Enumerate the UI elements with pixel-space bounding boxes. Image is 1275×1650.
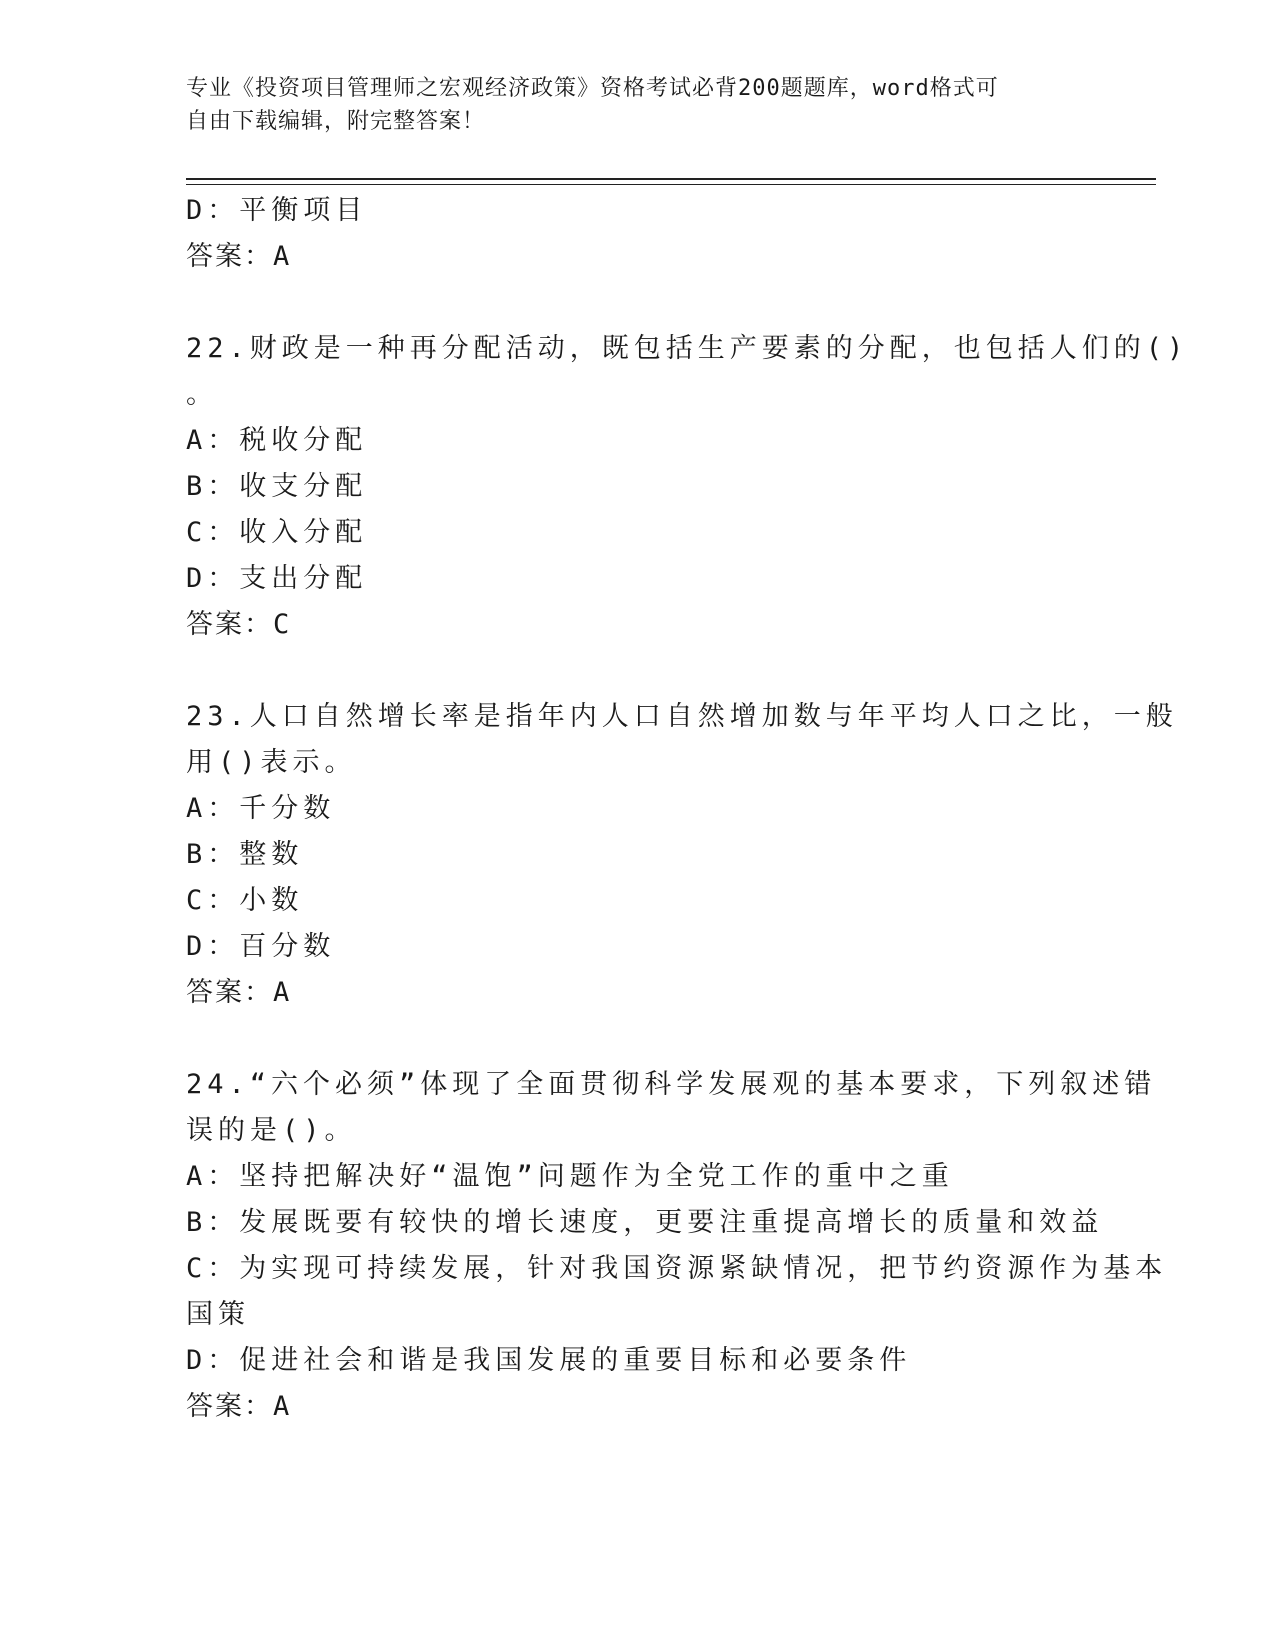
question-22 xyxy=(186,326,1189,648)
answer: 答案：A xyxy=(186,977,292,1008)
question-stem-cont: 误的是()。 xyxy=(186,1115,357,1146)
question-23 xyxy=(186,694,1178,1016)
option-c: C：为实现可持续发展，针对我国资源紧缺情况，把节约资源作为基本 xyxy=(186,1253,1168,1284)
header-rule-thin xyxy=(186,184,1156,185)
option-b: B：整数 xyxy=(186,839,304,870)
question-stem-cont: 用()表示。 xyxy=(186,747,357,778)
option-c-cont: 国策 xyxy=(186,1299,250,1330)
q21-option-d: D：平衡项目 xyxy=(186,195,368,226)
option-b: B：发展既要有较快的增长速度，更要注重提高增长的质量和效益 xyxy=(186,1207,1104,1238)
answer: 答案：A xyxy=(186,1391,292,1422)
option-c: C：收入分配 xyxy=(186,517,368,548)
question-24 xyxy=(186,1062,1168,1430)
option-a: A：税收分配 xyxy=(186,425,368,456)
option-c: C：小数 xyxy=(186,885,304,916)
q21-answer: 答案：A xyxy=(186,241,292,272)
answer: 答案：C xyxy=(186,609,292,640)
page-header xyxy=(186,72,1066,138)
question-stem: 23.人口自然增长率是指年内人口自然增加数与年平均人口之比，一般 xyxy=(186,701,1178,732)
header-rule-thick xyxy=(186,178,1156,180)
question-stem: 24.“六个必须”体现了全面贯彻科学发展观的基本要求，下列叙述错 xyxy=(186,1069,1157,1100)
question-stem: 22.财政是一种再分配活动，既包括生产要素的分配，也包括人们的() xyxy=(186,333,1189,364)
option-d: D：促进社会和谐是我国发展的重要目标和必要条件 xyxy=(186,1345,912,1376)
option-b: B：收支分配 xyxy=(186,471,368,502)
header-line-1: 专业《投资项目管理师之宏观经济政策》资格考试必背200题题库，word格式可 xyxy=(186,76,999,101)
header-line-2: 自由下载编辑，附完整答案！ xyxy=(186,109,486,134)
question-list xyxy=(186,188,1189,1430)
option-d: D：支出分配 xyxy=(186,563,368,594)
question-stem-cont: 。 xyxy=(186,379,218,410)
option-a: A：坚持把解决好“温饱”问题作为全党工作的重中之重 xyxy=(186,1161,954,1192)
option-a: A：千分数 xyxy=(186,793,336,824)
option-d: D：百分数 xyxy=(186,931,336,962)
